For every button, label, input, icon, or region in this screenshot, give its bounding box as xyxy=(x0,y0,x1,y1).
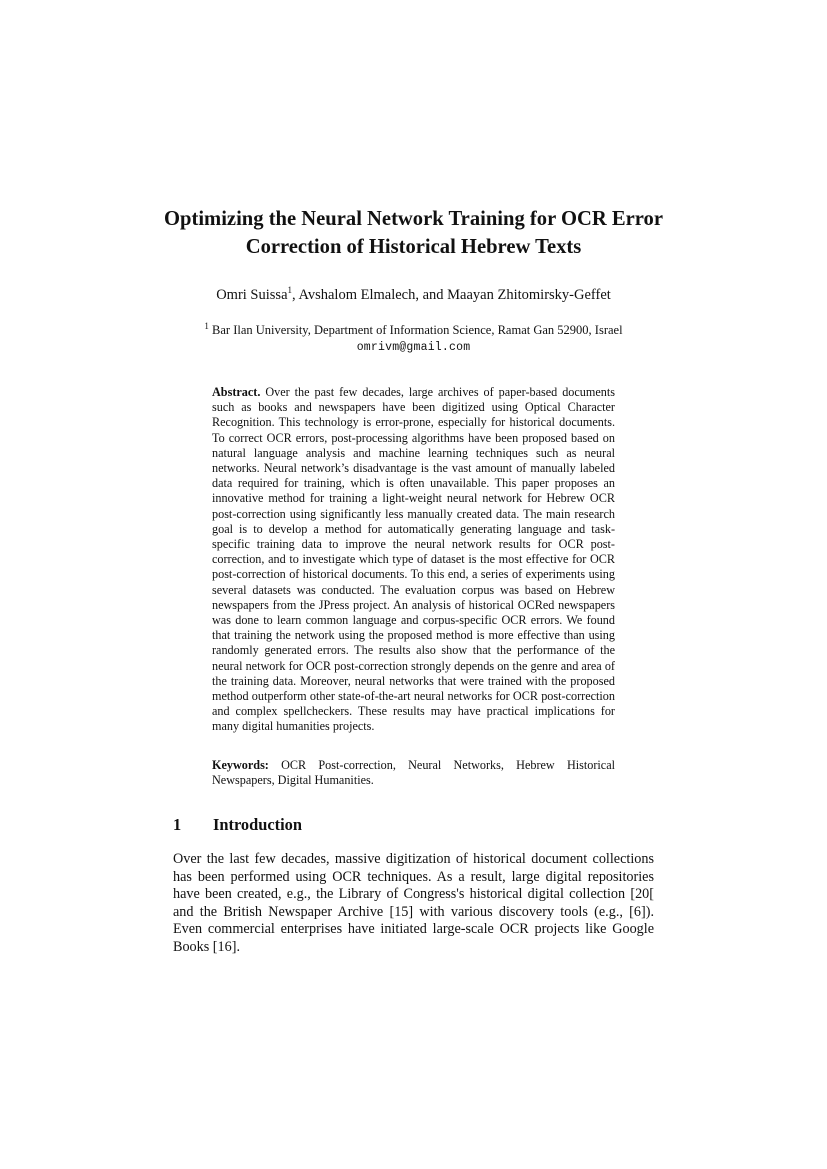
authors xyxy=(0,285,827,304)
keywords-text: OCR Post-correction, Neural Networks, Hebrew Historical Newspapers, Digital Humanities. xyxy=(212,758,616,788)
intro-paragraph: Over the last few decades, massive digitization of historical document collections has been performed using OCR techniques. As a result, large digital repositories have been created, e.g., the Library of Congress's historical digital collection [20[ and the British Newspaper Archive [15] with various discovery tools (e.g., [6]). Even commercial enterprises have initiated large-scale OCR projects like Google Books [16]. xyxy=(173,851,654,955)
affiliation-sup: 1 xyxy=(204,321,209,331)
authors-rest: , Avshalom Elmalech, and Maayan Zhitomirsky-Geffet xyxy=(292,286,611,303)
title-line-1: Optimizing the Neural Network Training for OCR Error xyxy=(164,208,663,230)
affiliation-text: Bar Ilan University, Department of Information Science, Ramat Gan 52900, Israel xyxy=(212,323,623,338)
affiliation xyxy=(0,318,827,356)
section-heading xyxy=(173,815,302,835)
keywords-label: Keywords: xyxy=(212,758,269,772)
email: omrivm@gmail.com xyxy=(356,341,471,355)
abstract-label: Abstract. xyxy=(212,385,261,399)
title-line-2: Correction of Historical Hebrew Texts xyxy=(245,236,582,258)
section-title: Introduction xyxy=(213,815,302,834)
author-first-sup: 1 xyxy=(287,285,292,295)
section-number: 1 xyxy=(173,815,182,834)
author-first: Omri Suissa xyxy=(216,286,288,303)
abstract xyxy=(212,385,615,735)
keywords xyxy=(212,758,615,788)
abstract-text: Over the past few decades, large archives of paper-based documents such as books and newspapers have been digitized using Optical Character Recognition. This technology is error-prone, especially for historical documents. To correct OCR errors, post-processing algorithms have been proposed based on natural language analysis and machine learning techniques such as neural networks. Neural network’s disadvantage is the vast amount of manually labeled data required for training, which is often unavailable. This paper proposes an innovative method for training a light-weight neural network for Hebrew OCR post-correction using significantly less manually created data. The main research goal is to develop a method for automatically generating language and task-specific training data to improve the neural network results for OCR post-correction, and to investigate which type of dataset is the most effective for OCR post-correction of historical documents. To this end, a series of experiments using several datasets was conducted. The evaluation corpus was based on Hebrew newspapers from the JPress project. An analysis of historical OCRed newspapers was done to learn common language and corpus-specific OCR errors. We found that training the network using the proposed method is more effective than using randomly generated errors. The results also show that the performance of the neural network for OCR post-correction strongly depends on the genre and area of the training data. Moreover, neural networks that were trained with the proposed method outperform other state-of-the-art neural networks for OCR post-correction and complex spellcheckers. These results may have practical implications for many digital humanities projects. xyxy=(212,385,616,734)
paper-title xyxy=(0,205,827,261)
